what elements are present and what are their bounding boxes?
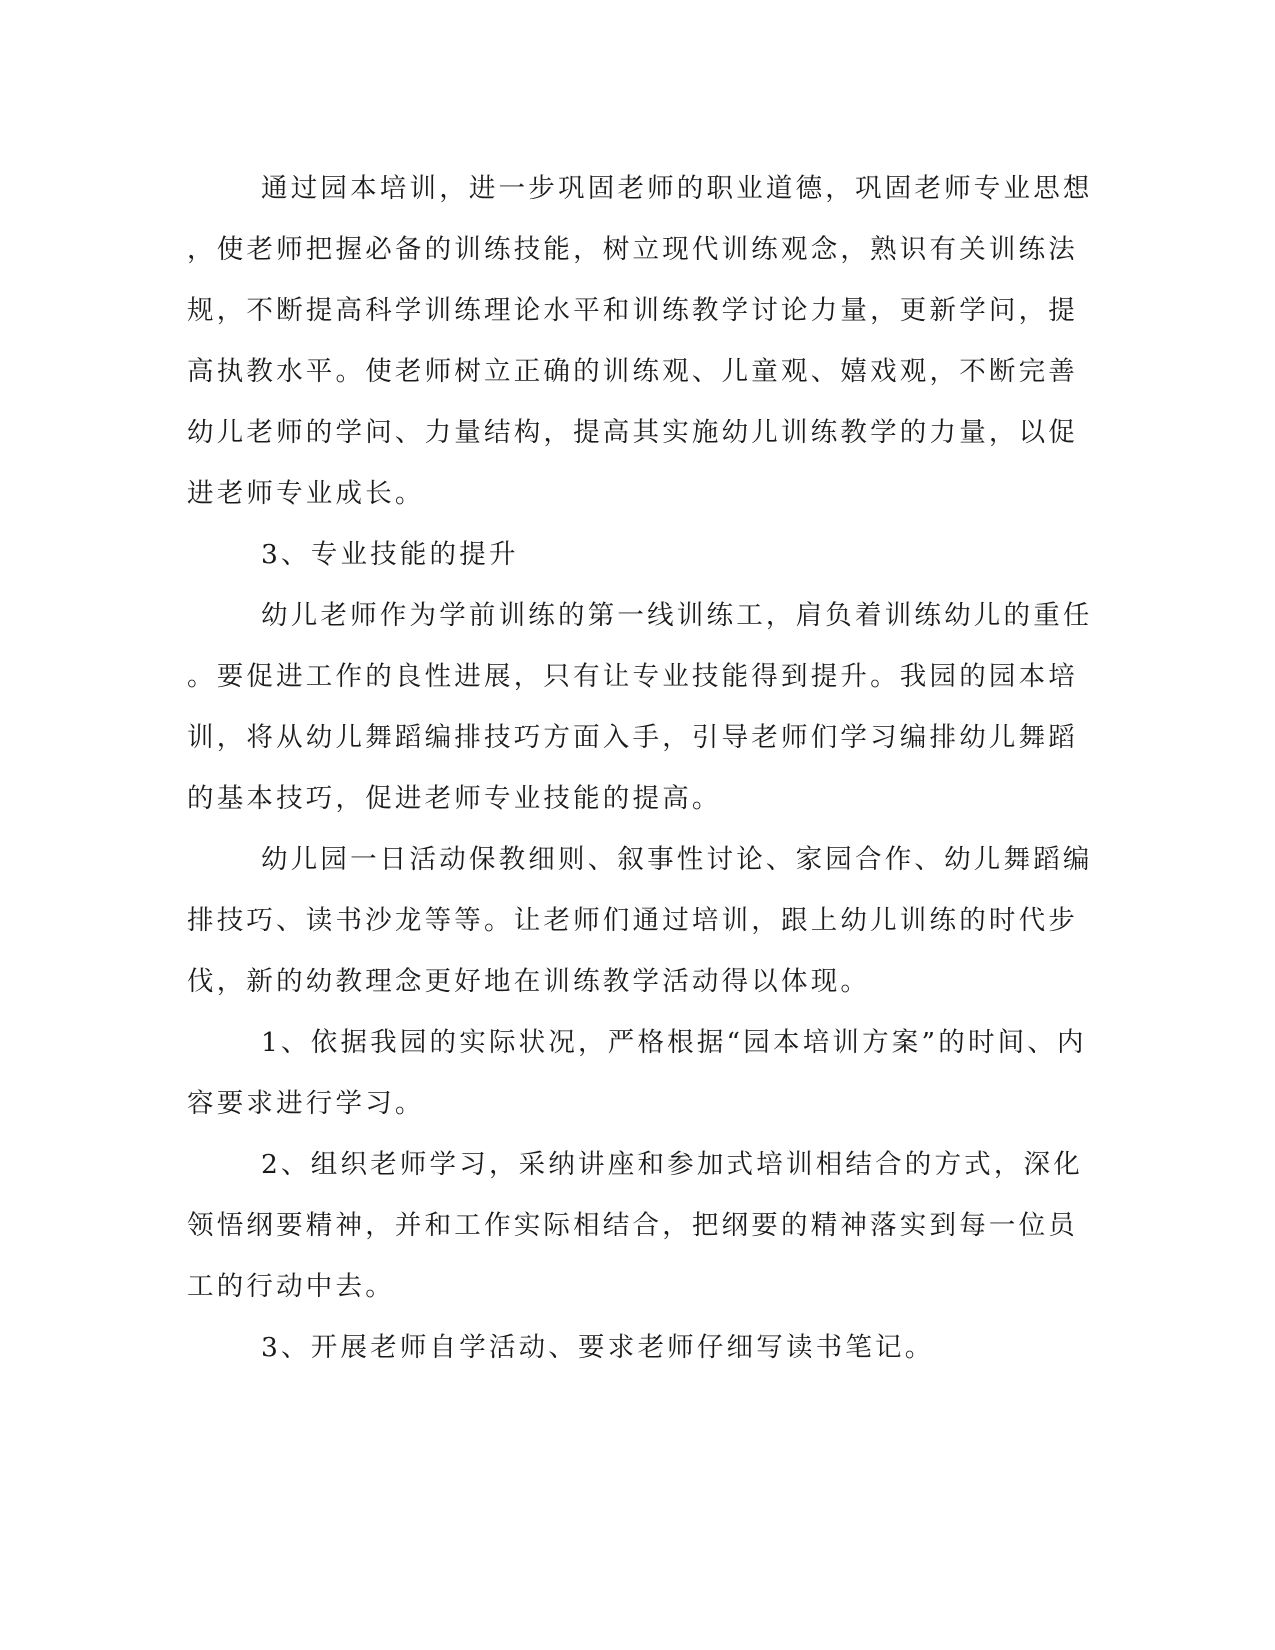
list-item-line: 容要求进行学习。 <box>187 1088 425 1119</box>
list-item-line: 1、依据我园的实际状况，严格根据“园本培训方案”的时间、内 <box>261 1027 1087 1058</box>
list-item-line: 工的行动中去。 <box>187 1271 395 1302</box>
paragraph-line: 高执教水平。使老师树立正确的训练观、儿童观、嬉戏观，不断完善 <box>187 356 1078 387</box>
paragraph-line: 通过园本培训，进一步巩固老师的职业道德，巩固老师专业思想 <box>261 173 1093 204</box>
paragraph-line: 排技巧、读书沙龙等等。让老师们通过培训，跟上幼儿训练的时代步 <box>187 905 1078 936</box>
list-item-line: 领悟纲要精神，并和工作实际相结合，把纲要的精神落实到每一位员 <box>187 1210 1078 1241</box>
section-heading: 3、专业技能的提升 <box>261 539 519 570</box>
paragraph-line: 进老师专业成长。 <box>187 478 425 509</box>
paragraph-line: 的基本技巧，促进老师专业技能的提高。 <box>187 783 722 814</box>
list-item-line: 2、组织老师学习，采纳讲座和参加式培训相结合的方式，深化 <box>261 1149 1083 1180</box>
list-item-line: 3、开展老师自学活动、要求老师仔细写读书笔记。 <box>261 1332 935 1363</box>
paragraph-line: 幼儿园一日活动保教细则、叙事性讨论、家园合作、幼儿舞蹈编 <box>261 844 1093 875</box>
document-body <box>187 158 1093 1378</box>
paragraph-line: 训，将从幼儿舞蹈编排技巧方面入手，引导老师们学习编排幼儿舞蹈 <box>187 722 1078 753</box>
paragraph-line: 幼儿老师作为学前训练的第一线训练工，肩负着训练幼儿的重任 <box>261 600 1093 631</box>
paragraph-line: 规，不断提高科学训练理论水平和训练教学讨论力量，更新学问，提 <box>187 295 1078 326</box>
paragraph-line: ，使老师把握必备的训练技能，树立现代训练观念，熟识有关训练法 <box>187 234 1078 265</box>
paragraph-line: 。要促进工作的良性进展，只有让专业技能得到提升。我园的园本培 <box>187 661 1078 692</box>
paragraph-line: 伐，新的幼教理念更好地在训练教学活动得以体现。 <box>187 966 871 997</box>
paragraph-line: 幼儿老师的学问、力量结构，提高其实施幼儿训练教学的力量，以促 <box>187 417 1078 448</box>
